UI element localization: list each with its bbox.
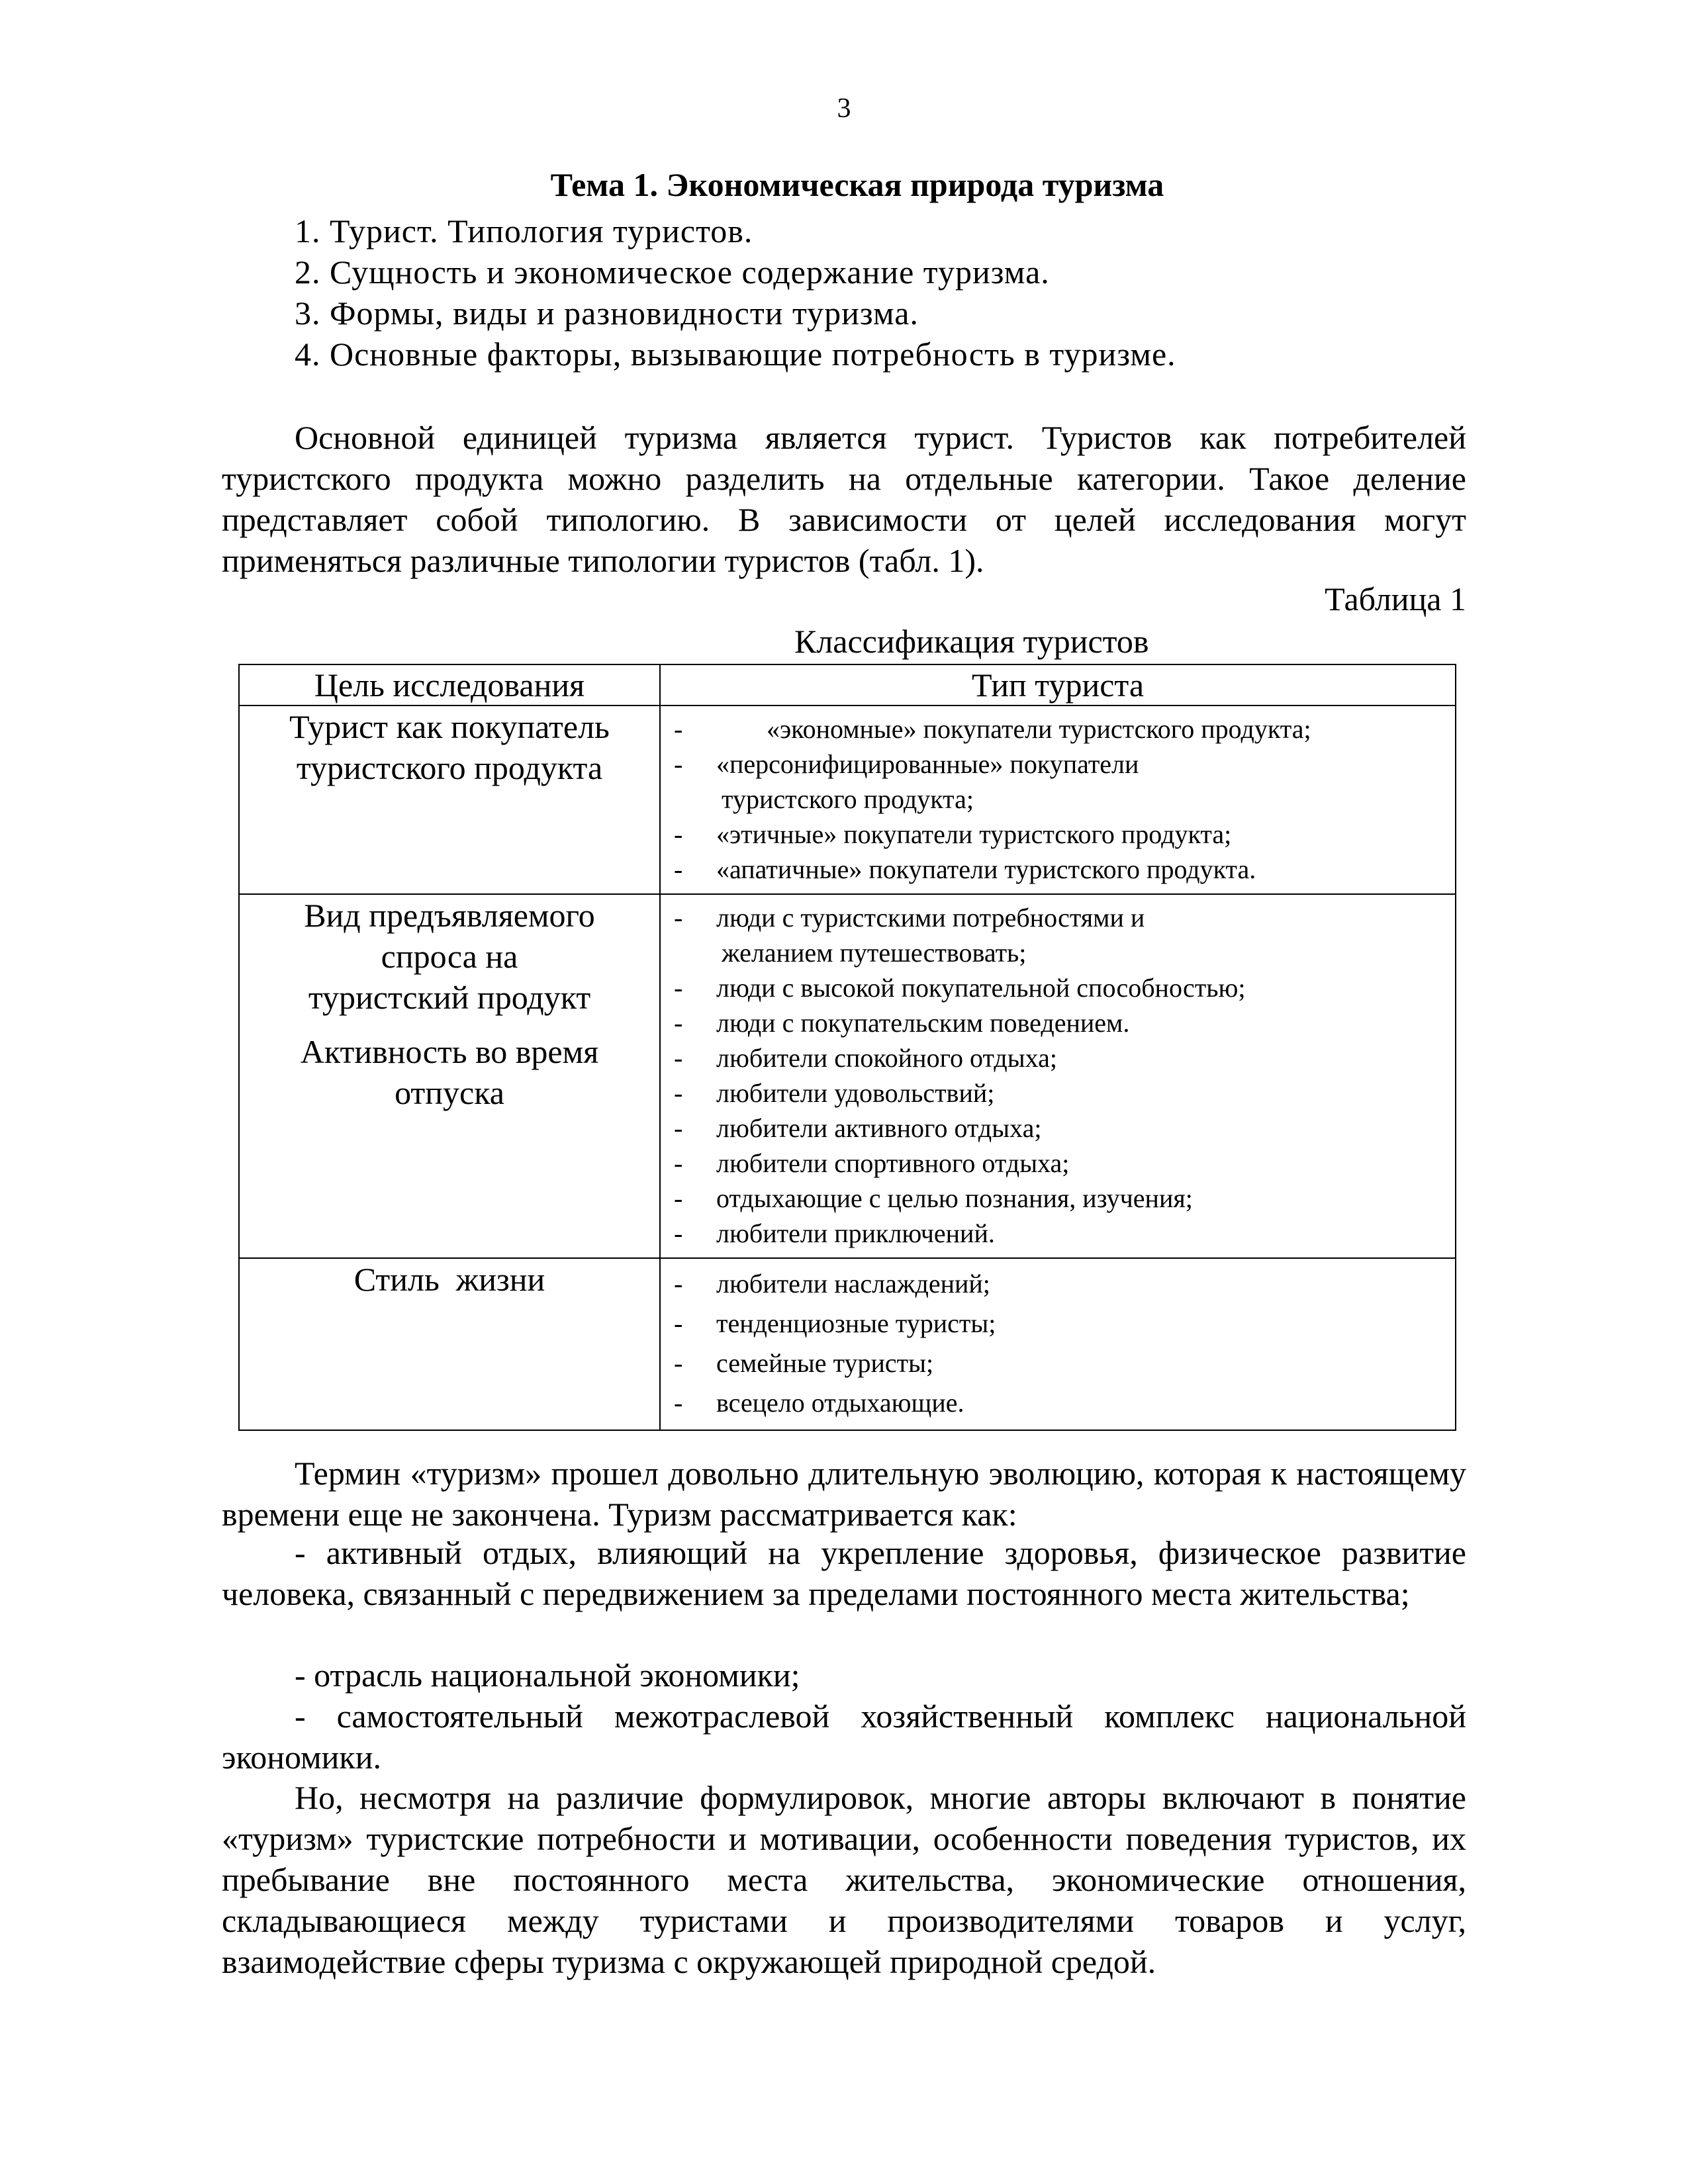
type-text: любители спортивного отдыха; xyxy=(716,1148,1070,1178)
type-text: туристского продукта; xyxy=(722,784,974,814)
goal-cell xyxy=(239,894,660,1258)
dash: - xyxy=(674,1348,683,1378)
definition-item: - самостоятельный межотраслевой хозяйственный комплекс национальной экономики. xyxy=(222,1698,1466,1776)
dash: - xyxy=(674,1388,683,1418)
header-goal: Цель исследования xyxy=(239,664,660,705)
type-text: любители приключений. xyxy=(716,1218,995,1248)
definition-item: - отрасль национальной экономики; xyxy=(295,1657,800,1694)
dash: - xyxy=(674,903,683,933)
dash: - xyxy=(674,1043,683,1073)
dash: - xyxy=(674,1218,683,1248)
type-text: тенденциозные туристы; xyxy=(716,1308,996,1338)
dash: - xyxy=(674,1078,683,1108)
list-item xyxy=(661,1181,1455,1216)
definition-item: - активный отдых, влияющий на укрепление здоровья, физическое развитие человека, связанный с передвижением за пределами постоянного места жительства; xyxy=(222,1534,1466,1612)
topic-item: 4. Основные факторы, вызывающие потребность в туризме. xyxy=(295,336,1176,373)
list-item xyxy=(661,1264,1455,1304)
type-text: любители спокойного отдыха; xyxy=(716,1043,1057,1073)
chapter-title: Тема 1. Экономическая природа туризма xyxy=(550,166,1164,203)
dash: - xyxy=(674,1269,683,1298)
list-item xyxy=(661,852,1455,887)
type-text: любители наслаждений; xyxy=(716,1269,990,1298)
goal-cell xyxy=(239,1258,660,1430)
goal-line: Турист как покупатель xyxy=(289,708,610,745)
type-text: желанием путешествовать; xyxy=(722,938,1027,968)
list-item xyxy=(661,1216,1455,1251)
list-item xyxy=(661,1040,1455,1075)
topic-item: 1. Турист. Типология туристов. xyxy=(295,212,753,250)
list-item xyxy=(661,1075,1455,1111)
goal-line: туристский продукт xyxy=(308,979,591,1016)
type-text: всецело отдыхающие. xyxy=(716,1388,964,1418)
goal-line: Стиль жизни xyxy=(353,1261,545,1298)
list-item xyxy=(661,1005,1455,1040)
type-text: люди с высокой покупательной способностью; xyxy=(716,973,1246,1003)
table-row xyxy=(239,705,1456,894)
table-row xyxy=(239,1258,1456,1430)
type-list xyxy=(661,1259,1455,1430)
dash: - xyxy=(674,854,683,884)
dash: - xyxy=(674,749,683,779)
list-item xyxy=(661,747,1455,782)
classification-table xyxy=(238,664,1456,1431)
topic-list xyxy=(295,210,1176,375)
list-item xyxy=(661,935,1455,970)
topic-item: 3. Формы, виды и разновидности туризма. xyxy=(295,295,919,332)
list-item xyxy=(661,900,1455,935)
dash: - xyxy=(674,1113,683,1143)
tourism-term-paragraph: Термин «туризм» прошел довольно длительную эволюцию, которая к настоящему времени еще не закончена. Туризм рассматривается как: xyxy=(222,1455,1466,1533)
header-type: Тип туриста xyxy=(660,664,1456,705)
type-text: любители активного отдыха; xyxy=(716,1113,1042,1143)
intro-paragraph: Основной единицей туризма является турист. Туристов как потребителей туристского продукта можно разделить на отдельные категории. Такое деление представляет собой типологию. В зависимости от целей исследования могут применяться различные типологии туристов (табл. 1). xyxy=(222,419,1466,579)
goal-line: Вид предъявляемого xyxy=(304,897,595,934)
goal-line: Активность во время xyxy=(300,1033,599,1070)
type-text: «этичные» покупатели туристского продукта; xyxy=(716,819,1232,849)
type-text: «персонифицированные» покупатели xyxy=(716,749,1139,779)
list-item xyxy=(661,1111,1455,1146)
type-text: любители удовольствий; xyxy=(716,1078,995,1108)
list-item xyxy=(661,711,1455,747)
goal-line: туристского продукта xyxy=(296,749,603,786)
dash: - xyxy=(674,819,683,849)
type-text: «апатичные» покупатели туристского продукта. xyxy=(716,854,1256,884)
table-caption: Классификация туристов xyxy=(794,623,1149,660)
type-list xyxy=(661,895,1455,1257)
goal-line: отпуска xyxy=(395,1074,504,1111)
list-item xyxy=(661,782,1455,817)
dash: - xyxy=(674,1008,683,1038)
dash: - xyxy=(674,1308,683,1338)
list-item xyxy=(661,817,1455,852)
types-cell xyxy=(660,705,1456,894)
dash: - xyxy=(674,1148,683,1178)
table-label: Таблица 1 xyxy=(1325,580,1466,617)
type-text: «экономные» покупатели туристского продукта; xyxy=(767,714,1311,744)
list-item xyxy=(661,1383,1455,1423)
concept-paragraph: Но, несмотря на различие формулировок, многие авторы включают в понятие «туризм» туристские потребности и мотивации, особенности поведения туристов, их пребывание вне постоянного места жительства, экономические отношения, складывающиеся между туристами и производителями товаров и услуг, взаимодействие сферы туризма с окружающей природной средой. xyxy=(222,1779,1466,1980)
type-text: семейные туристы; xyxy=(716,1348,934,1378)
type-list xyxy=(661,706,1455,893)
type-text: люди с покупательским поведением. xyxy=(716,1008,1130,1038)
list-item xyxy=(661,1343,1455,1383)
type-text: люди с туристскими потребностями и xyxy=(716,903,1145,933)
list-item xyxy=(661,1304,1455,1343)
dash: - xyxy=(674,714,683,744)
table-row xyxy=(239,894,1456,1258)
dash: - xyxy=(674,973,683,1003)
goal-line: спроса на xyxy=(381,938,518,975)
types-cell xyxy=(660,1258,1456,1430)
list-item xyxy=(661,970,1455,1005)
page-number: 3 xyxy=(837,93,851,124)
types-cell xyxy=(660,894,1456,1258)
table-header-row xyxy=(239,664,1456,705)
list-item xyxy=(661,1146,1455,1181)
goal-cell xyxy=(239,705,660,894)
dash: - xyxy=(674,1183,683,1213)
topic-item: 2. Сущность и экономическое содержание туризма. xyxy=(295,253,1050,291)
type-text: отдыхающие с целью познания, изучения; xyxy=(716,1183,1193,1213)
